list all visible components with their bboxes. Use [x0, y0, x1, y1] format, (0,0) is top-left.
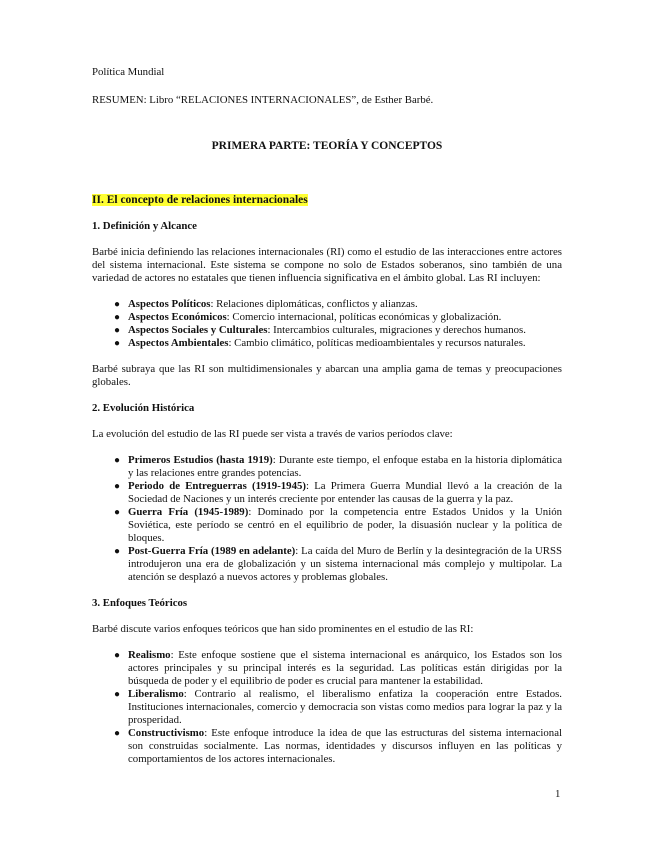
- list-item-term: Post-Guerra Fría (1989 en adelante): [128, 545, 296, 557]
- list-item-text: : Comercio internacional, políticas económicas y globalización.: [226, 311, 502, 323]
- list-item-term: Aspectos Sociales y Culturales: [128, 324, 268, 336]
- list-item-term: Primeros Estudios (hasta 1919): [128, 454, 273, 466]
- bullet-icon: ●: [114, 650, 121, 661]
- list-item-text: : Intercambios culturales, migraciones y derechos humanos.: [267, 324, 526, 336]
- list-item: [92, 454, 562, 480]
- list-enfoques: [92, 649, 562, 766]
- list-item: [92, 298, 562, 311]
- list-item-text: : La Primera Guerra Mundial llevó a la creación de la Sociedad de Naciones y un interés creciente por entender las causas de la guerra y la paz.: [128, 480, 562, 505]
- list-item: [92, 324, 562, 337]
- list-item-term: Aspectos Económicos: [128, 311, 227, 323]
- bullet-icon: ●: [114, 481, 121, 492]
- list-item-text: : Relaciones diplomáticas, conflictos y alianzas.: [210, 298, 418, 310]
- resumen-line: RESUMEN: Libro “RELACIONES INTERNACIONALES”, de Esther Barbé.: [92, 94, 434, 106]
- list-item: [92, 545, 562, 584]
- part-title: PRIMERA PARTE: TEORÍA Y CONCEPTOS: [211, 140, 443, 152]
- bullet-icon: ●: [114, 338, 121, 349]
- section-intro-enfoques: Barbé discute varios enfoques teóricos que han sido prominentes en el estudio de las RI:: [92, 623, 474, 635]
- bullet-icon: ●: [114, 728, 121, 739]
- list-aspectos: [92, 298, 562, 350]
- section-closing-definicion: Barbé subraya que las RI son multidimensionales y abarcan una amplia gama de temas y preocupaciones globales.: [92, 363, 562, 388]
- list-item-text: : Durante este tiempo, el enfoque estaba en la historia diplomática y las relaciones entre grandes potencias.: [128, 454, 562, 479]
- bullet-icon: ●: [114, 325, 121, 336]
- list-item: [92, 727, 562, 766]
- bullet-icon: ●: [114, 689, 121, 700]
- page-content: [92, 66, 562, 779]
- list-item-term: Aspectos Ambientales: [128, 337, 229, 349]
- chapter-title-highlight: II. El concepto de relaciones internacionales: [92, 194, 308, 206]
- list-item-term: Guerra Fría (1945-1989): [128, 506, 249, 518]
- list-item: [92, 506, 562, 545]
- list-item: [92, 649, 562, 688]
- bullet-icon: ●: [114, 507, 121, 518]
- section-title-enfoques: 3. Enfoques Teóricos: [92, 597, 188, 609]
- list-item: [92, 337, 562, 350]
- list-item-text: : Este enfoque introduce la idea de que las estructuras del sistema internacional son construidas socialmente. Las normas, identidades y discursos influyen en las políticas y comportamientos de los actores internacionales.: [128, 727, 562, 765]
- list-item-text: : La caída del Muro de Berlín y la desintegración de la URSS introdujeron una era de globalización y un sistema internacional más complejo y multipolar. La atención se desplazó a nuevos actores y problemas globales.: [128, 545, 562, 583]
- list-item: [92, 688, 562, 727]
- list-item-text: : Contrario al realismo, el liberalismo enfatiza la cooperación entre Estados. Instituciones internacionales, comercio y democracia son vistas como medios para lograr la paz y la prosperidad.: [128, 688, 562, 726]
- list-item-text: : Cambio climático, políticas medioambientales y recursos naturales.: [228, 337, 526, 349]
- course-title: Política Mundial: [92, 66, 165, 78]
- page-number: 1: [555, 788, 561, 800]
- list-item-term: Realismo: [128, 649, 171, 661]
- list-item: [92, 311, 562, 324]
- list-item: [92, 480, 562, 506]
- section-intro-evolucion: La evolución del estudio de las RI puede ser vista a través de varios períodos clave:: [92, 428, 453, 440]
- list-item-term: Constructivismo: [128, 727, 205, 739]
- section-title-evolucion: 2. Evolución Histórica: [92, 402, 195, 414]
- section-title-definicion: 1. Definición y Alcance: [92, 220, 197, 232]
- list-item-text: : Dominado por la competencia entre Estados Unidos y la Unión Soviética, este período se centró en el equilibrio de poder, la disuasión nuclear y la política de bloques.: [128, 506, 562, 544]
- bullet-icon: ●: [114, 546, 121, 557]
- list-periodos: [92, 454, 562, 584]
- chapter-title: [92, 194, 562, 207]
- bullet-icon: ●: [114, 455, 121, 466]
- list-item-text: : Este enfoque sostiene que el sistema internacional es anárquico, los Estados son los actores principales y su principal interés es la seguridad. Las políticas están dirigidas por la búsqueda de poder y el equilibrio de poder es crucial para mantener la estabilidad.: [128, 649, 562, 687]
- list-item-term: Periodo de Entreguerras (1919-1945): [128, 480, 306, 492]
- list-item-term: Aspectos Políticos: [128, 298, 211, 310]
- bullet-icon: ●: [114, 299, 121, 310]
- section-intro-definicion: Barbé inicia definiendo las relaciones internacionales (RI) como el estudio de las interacciones entre actores del sistema internacional. Este sistema se compone no solo de Estados soberanos, sino también de una variedad de actores no estatales que tienen influencia significativa en el ámbito global. Las RI incluyen:: [92, 246, 562, 284]
- bullet-icon: ●: [114, 312, 121, 323]
- list-item-term: Liberalismo: [128, 688, 184, 700]
